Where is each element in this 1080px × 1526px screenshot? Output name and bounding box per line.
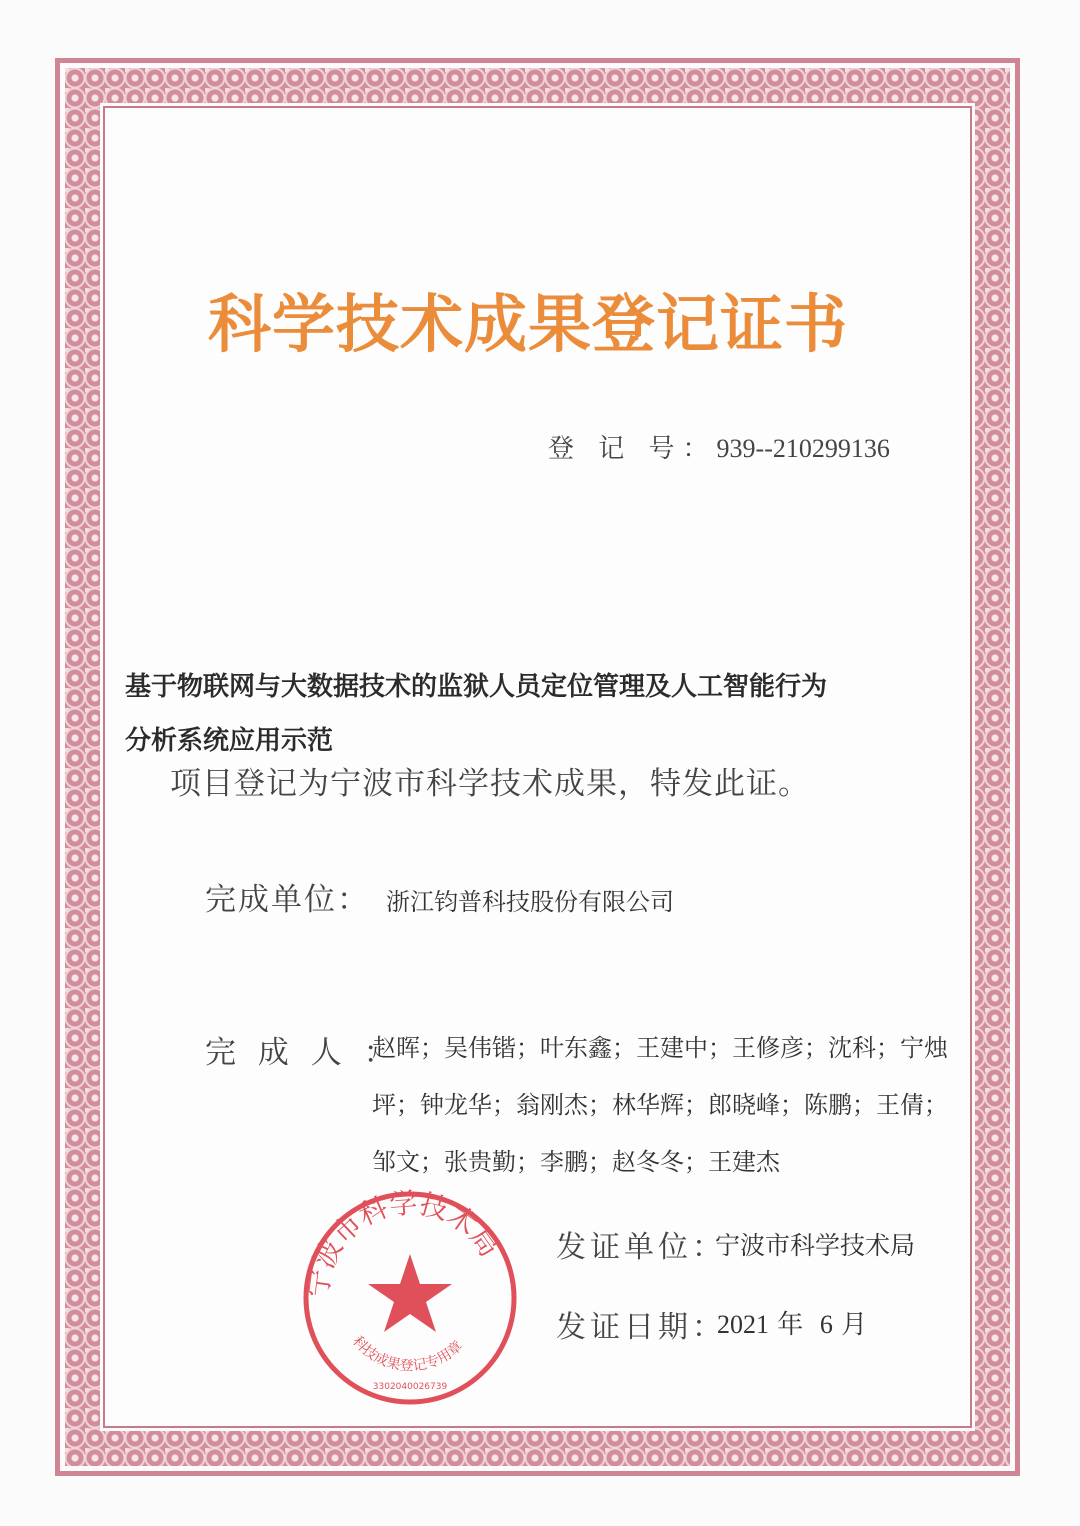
persons-line: 坪；钟龙华；翁刚杰；林华辉；郎晓峰；陈鹏；王倩； [372, 1091, 948, 1119]
seal-star-icon [368, 1254, 452, 1332]
seal-code: 3302040026739 [372, 1382, 448, 1392]
registration-value: 939--210299136 [716, 434, 890, 463]
date-label: 发证日期： [556, 1310, 726, 1345]
persons-line: 邹文；张贵勤；李鹏；赵冬冬；王建杰 [372, 1148, 780, 1176]
date-year-unit: 年 [777, 1310, 804, 1340]
registration-number [548, 428, 890, 465]
issue-date [717, 1304, 867, 1341]
seal-top-text: 宁波市科学技术局 [301, 1188, 507, 1300]
unit-value: 浙江钧普科技股份有限公司 [386, 888, 674, 916]
persons-label: 完 成 人 ： [205, 1035, 401, 1071]
certificate-statement: 项目登记为宁波市科学技术成果，特发此证。 [170, 766, 810, 802]
issuer-label: 发证单位： [556, 1230, 726, 1265]
persons-line: 赵晖；吴伟锴；叶东鑫；王建中；王修彦；沈科；宁烛 [372, 1034, 948, 1062]
date-year: 2021 [717, 1310, 769, 1339]
project-title-line1: 基于物联网与大数据技术的监狱人员定位管理及人工智能行为 [125, 672, 828, 702]
unit-label: 完成单位： [205, 882, 370, 918]
registration-label: 登 记 号： [548, 434, 717, 464]
date-month-unit: 月 [841, 1310, 868, 1340]
project-title-line2: 分析系统应用示范 [125, 726, 334, 756]
date-month: 6 [819, 1310, 833, 1339]
seal-bottom-text: 科技成果登记专用章 [349, 1333, 466, 1375]
issuer-value: 宁波市科学技术局 [715, 1231, 916, 1260]
official-seal [300, 1188, 520, 1408]
certificate-title: 科学技术成果登记证书 [208, 288, 848, 361]
